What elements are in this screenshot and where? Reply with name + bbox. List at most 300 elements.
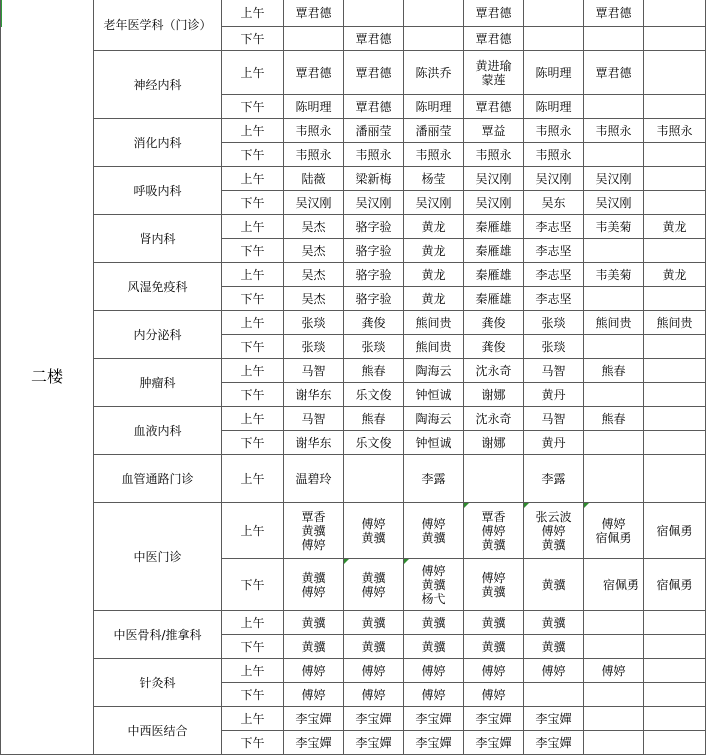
doctor-cell xyxy=(644,287,706,311)
doctor-cell xyxy=(344,167,404,191)
doctor-name: 覃君德 xyxy=(475,6,512,20)
doctor-name: 覃君德 xyxy=(595,65,632,80)
doctor-name: 张琰 xyxy=(301,339,326,354)
doctor-name: 李宝嬋 xyxy=(355,711,392,726)
doctor-name: 陈明理 xyxy=(295,99,332,114)
doctor-name: 傅婷 xyxy=(421,563,446,578)
doctor-cell xyxy=(464,143,524,167)
doctor-cell xyxy=(584,27,644,51)
period-cell: 上午 xyxy=(222,119,284,143)
doctor-cell xyxy=(404,167,464,191)
doctor-cell xyxy=(284,335,344,359)
doctor-cell xyxy=(584,559,644,611)
doctor-cell xyxy=(464,239,524,263)
doctor-cell xyxy=(344,383,404,407)
doctor-name: 黄骥 xyxy=(421,530,446,545)
doctor-cell xyxy=(524,191,584,215)
doctor-cell xyxy=(644,191,706,215)
doctor-name: 黄骥 xyxy=(421,615,446,630)
doctor-cell xyxy=(464,431,524,455)
doctor-name: 傅婷 xyxy=(601,516,626,531)
doctor-name: 黄骥 xyxy=(481,615,506,630)
period-cell: 下午 xyxy=(222,239,284,263)
doctor-name: 覃君德 xyxy=(355,99,392,114)
doctor-cell xyxy=(344,191,404,215)
doctor-cell xyxy=(644,95,706,119)
doctor-cell xyxy=(584,143,644,167)
doctor-name: 张琰 xyxy=(541,339,566,354)
doctor-name: 沈永奇 xyxy=(475,411,512,426)
doctor-name: 覃君德 xyxy=(355,31,392,46)
doctor-cell xyxy=(464,215,524,239)
period-cell: 下午 xyxy=(222,191,284,215)
doctor-cell xyxy=(404,335,464,359)
doctor-cell xyxy=(284,635,344,659)
doctor-name: 傅婷 xyxy=(361,663,386,678)
doctor-cell xyxy=(584,215,644,239)
doctor-cell xyxy=(584,167,644,191)
doctor-name: 杨莹 xyxy=(421,171,446,186)
doctor-cell xyxy=(284,731,344,755)
doctor-name: 黄骥 xyxy=(481,639,506,654)
doctor-cell xyxy=(404,191,464,215)
doctor-cell xyxy=(524,287,584,311)
doctor-cell xyxy=(524,143,584,167)
doctor-name: 傅婷 xyxy=(541,523,566,538)
doctor-name: 吴东 xyxy=(541,195,566,210)
doctor-name: 李露 xyxy=(421,471,446,486)
doctor-cell xyxy=(584,335,644,359)
doctor-name: 熊春 xyxy=(361,411,386,426)
doctor-cell xyxy=(344,359,404,383)
doctor-name: 吴杰 xyxy=(301,291,326,306)
doctor-cell xyxy=(524,167,584,191)
table-row xyxy=(1,611,706,635)
doctor-name: 黄龙 xyxy=(421,219,446,234)
doctor-cell xyxy=(404,359,464,383)
doctor-name: 李宝嬋 xyxy=(475,711,512,726)
doctor-cell xyxy=(644,335,706,359)
doctor-name: 黄骥 xyxy=(541,537,566,552)
doctor-name: 韦照永 xyxy=(355,147,392,162)
department-name: 血液内科 xyxy=(94,407,222,455)
department-name: 针灸科 xyxy=(94,659,222,707)
table-row xyxy=(1,659,706,683)
doctor-name: 宿佩勇 xyxy=(602,577,639,592)
period-cell: 上午 xyxy=(222,455,284,503)
doctor-cell xyxy=(644,51,706,95)
doctor-cell xyxy=(284,383,344,407)
doctor-cell xyxy=(284,215,344,239)
doctor-name: 陶海云 xyxy=(415,411,452,426)
doctor-name: 韦美菊 xyxy=(595,267,632,282)
table-row xyxy=(1,311,706,335)
cell-comment-marker xyxy=(464,503,469,508)
doctor-cell xyxy=(524,51,584,95)
doctor-cell xyxy=(284,95,344,119)
doctor-name: 傅婷 xyxy=(301,687,326,702)
doctor-cell xyxy=(644,167,706,191)
doctor-name: 韦照永 xyxy=(415,147,452,162)
doctor-cell xyxy=(344,239,404,263)
doctor-cell xyxy=(644,503,706,559)
table-row xyxy=(1,359,706,383)
doctor-cell xyxy=(644,559,706,611)
doctor-name: 熊间贵 xyxy=(415,339,452,354)
department-name: 中医门诊 xyxy=(94,503,222,611)
table-row xyxy=(1,0,706,27)
department-name: 神经内科 xyxy=(94,51,222,119)
doctor-name: 黄骥 xyxy=(541,615,566,630)
doctor-cell xyxy=(584,95,644,119)
doctor-name: 吴汉刚 xyxy=(355,195,392,210)
doctor-cell xyxy=(524,311,584,335)
doctor-name: 黄骥 xyxy=(541,577,566,592)
doctor-name: 韦照永 xyxy=(595,123,632,138)
cell-comment-marker xyxy=(344,559,349,564)
doctor-name: 吴汉刚 xyxy=(595,195,632,210)
doctor-cell xyxy=(584,431,644,455)
doctor-cell xyxy=(524,635,584,659)
doctor-name: 韦照永 xyxy=(535,123,572,138)
doctor-name: 李宝嬋 xyxy=(415,711,452,726)
doctor-cell xyxy=(464,27,524,51)
doctor-name: 吴杰 xyxy=(301,267,326,282)
doctor-name: 熊春 xyxy=(601,363,626,378)
doctor-name: 马智 xyxy=(541,363,566,378)
doctor-name: 潘丽莹 xyxy=(355,123,392,138)
doctor-name: 秦雁雄 xyxy=(475,267,512,282)
doctor-cell xyxy=(584,707,644,731)
doctor-cell xyxy=(464,191,524,215)
period-cell: 下午 xyxy=(222,95,284,119)
doctor-name: 韦照永 xyxy=(475,147,512,162)
doctor-cell xyxy=(344,51,404,95)
doctor-cell xyxy=(344,27,404,51)
doctor-cell xyxy=(284,143,344,167)
doctor-cell xyxy=(344,431,404,455)
schedule-body xyxy=(1,0,706,755)
table-row xyxy=(1,455,706,503)
doctor-name: 李宝嬋 xyxy=(475,735,512,750)
doctor-cell xyxy=(524,27,584,51)
department-name: 血管通路门诊 xyxy=(94,455,222,503)
doctor-cell xyxy=(404,287,464,311)
doctor-name: 骆字验 xyxy=(355,243,392,258)
doctor-name: 覃君德 xyxy=(595,6,632,20)
doctor-cell xyxy=(284,359,344,383)
doctor-cell xyxy=(464,51,524,95)
doctor-cell xyxy=(524,559,584,611)
table-row xyxy=(1,51,706,95)
doctor-name: 傅婷 xyxy=(421,516,446,531)
doctor-name: 杨弋 xyxy=(421,591,446,606)
doctor-cell xyxy=(284,27,344,51)
doctor-name: 陈明理 xyxy=(415,99,452,114)
period-cell: 上午 xyxy=(222,215,284,239)
doctor-cell xyxy=(344,683,404,707)
table-row xyxy=(1,167,706,191)
doctor-cell xyxy=(284,559,344,611)
doctor-cell xyxy=(344,731,404,755)
doctor-cell xyxy=(284,431,344,455)
doctor-cell xyxy=(524,611,584,635)
doctor-cell xyxy=(464,311,524,335)
department-name: 肾内科 xyxy=(94,215,222,263)
doctor-name: 李志坚 xyxy=(535,243,572,258)
doctor-cell xyxy=(464,635,524,659)
doctor-cell xyxy=(524,119,584,143)
doctor-name: 谢华东 xyxy=(295,387,332,402)
table-row xyxy=(1,119,706,143)
doctor-cell xyxy=(584,311,644,335)
cell-comment-marker xyxy=(584,503,589,508)
doctor-cell xyxy=(404,311,464,335)
doctor-cell xyxy=(404,383,464,407)
table-row xyxy=(1,263,706,287)
doctor-cell xyxy=(464,263,524,287)
doctor-name: 傅婷 xyxy=(601,663,626,678)
doctor-cell xyxy=(524,659,584,683)
period-cell: 下午 xyxy=(222,287,284,311)
period-cell: 上午 xyxy=(222,311,284,335)
doctor-cell xyxy=(524,239,584,263)
doctor-cell xyxy=(404,731,464,755)
doctor-name: 覃君德 xyxy=(295,65,332,80)
doctor-name: 乐文俊 xyxy=(355,435,392,450)
doctor-cell xyxy=(644,143,706,167)
doctor-cell xyxy=(584,455,644,503)
department-name: 消化内科 xyxy=(94,119,222,167)
doctor-cell xyxy=(344,215,404,239)
doctor-name: 骆字验 xyxy=(355,291,392,306)
doctor-name: 覃君德 xyxy=(475,31,512,46)
doctor-name: 黄骥 xyxy=(481,537,506,552)
doctor-cell xyxy=(344,311,404,335)
doctor-name: 李志坚 xyxy=(535,219,572,234)
doctor-cell xyxy=(644,383,706,407)
doctor-cell xyxy=(344,635,404,659)
doctor-name: 熊春 xyxy=(601,411,626,426)
doctor-cell xyxy=(644,27,706,51)
doctor-cell xyxy=(344,335,404,359)
doctor-name: 张琰 xyxy=(361,339,386,354)
period-cell: 下午 xyxy=(222,431,284,455)
doctor-name: 韦照永 xyxy=(295,123,332,138)
doctor-cell xyxy=(524,503,584,559)
doctor-name: 傅婷 xyxy=(481,687,506,702)
doctor-cell xyxy=(644,119,706,143)
doctor-name: 蒙莲 xyxy=(481,72,506,87)
doctor-cell xyxy=(284,707,344,731)
doctor-name: 吴汉刚 xyxy=(475,171,512,186)
doctor-name: 张琰 xyxy=(541,315,566,330)
doctor-name: 马智 xyxy=(301,411,326,426)
doctor-name: 傅婷 xyxy=(421,663,446,678)
doctor-name: 黄龙 xyxy=(421,243,446,258)
doctor-name: 张云波 xyxy=(535,509,572,524)
doctor-cell xyxy=(644,431,706,455)
doctor-cell xyxy=(404,215,464,239)
doctor-cell xyxy=(284,455,344,503)
doctor-name: 黄龙 xyxy=(421,291,446,306)
doctor-name: 傅婷 xyxy=(481,570,506,585)
doctor-name: 钟恒诚 xyxy=(415,387,452,402)
doctor-name: 覃益 xyxy=(481,123,506,138)
doctor-name: 覃君德 xyxy=(475,99,512,114)
period-cell: 下午 xyxy=(222,635,284,659)
doctor-name: 陈明理 xyxy=(535,99,572,114)
department-name: 呼吸内科 xyxy=(94,167,222,215)
doctor-cell xyxy=(404,239,464,263)
doctor-name: 覃君德 xyxy=(355,65,392,80)
doctor-name: 吴杰 xyxy=(301,219,326,234)
department-name: 内分泌科 xyxy=(94,311,222,359)
period-cell: 上午 xyxy=(222,51,284,95)
doctor-cell xyxy=(464,383,524,407)
doctor-cell xyxy=(584,383,644,407)
doctor-cell xyxy=(344,407,404,431)
doctor-cell xyxy=(404,143,464,167)
period-cell: 上午 xyxy=(222,263,284,287)
doctor-name: 傅婷 xyxy=(301,537,326,552)
period-cell: 下午 xyxy=(222,27,284,51)
department-name: 中医骨科/推拿科 xyxy=(94,611,222,659)
doctor-cell xyxy=(584,659,644,683)
doctor-cell xyxy=(464,503,524,559)
doctor-cell xyxy=(584,191,644,215)
doctor-cell xyxy=(344,0,404,27)
period-cell: 下午 xyxy=(222,559,284,611)
doctor-cell xyxy=(464,95,524,119)
doctor-cell xyxy=(284,311,344,335)
doctor-cell xyxy=(404,455,464,503)
doctor-name: 黄龙 xyxy=(662,219,687,234)
doctor-cell xyxy=(404,611,464,635)
doctor-cell xyxy=(464,407,524,431)
doctor-cell xyxy=(404,95,464,119)
doctor-name: 陈洪乔 xyxy=(415,65,452,80)
doctor-name: 吴汉刚 xyxy=(415,195,452,210)
doctor-name: 张琰 xyxy=(301,315,326,330)
doctor-name: 傅婷 xyxy=(301,584,326,599)
doctor-name: 傅婷 xyxy=(361,584,386,599)
doctor-cell xyxy=(524,215,584,239)
doctor-cell xyxy=(344,707,404,731)
doctor-name: 傅婷 xyxy=(301,663,326,678)
doctor-cell xyxy=(284,407,344,431)
doctor-name: 黄骥 xyxy=(301,615,326,630)
doctor-cell xyxy=(524,0,584,27)
doctor-name: 黄丹 xyxy=(541,435,566,450)
doctor-name: 骆字验 xyxy=(355,267,392,282)
doctor-cell xyxy=(524,731,584,755)
doctor-cell xyxy=(344,143,404,167)
doctor-cell xyxy=(644,215,706,239)
doctor-name: 宿佩勇 xyxy=(656,577,693,592)
doctor-name: 谢华东 xyxy=(295,435,332,450)
doctor-cell xyxy=(284,611,344,635)
doctor-cell xyxy=(344,559,404,611)
doctor-cell xyxy=(284,51,344,95)
doctor-name: 黄骥 xyxy=(361,570,386,585)
doctor-name: 宿佩勇 xyxy=(595,530,632,545)
department-name: 风湿免疫科 xyxy=(94,263,222,311)
doctor-cell xyxy=(644,659,706,683)
doctor-cell xyxy=(404,659,464,683)
doctor-cell xyxy=(464,611,524,635)
doctor-name: 黄龙 xyxy=(421,267,446,282)
doctor-name: 龚俊 xyxy=(481,315,506,330)
period-cell: 上午 xyxy=(222,0,284,27)
doctor-name: 温碧玲 xyxy=(295,471,332,486)
doctor-name: 陆薇 xyxy=(301,171,326,186)
doctor-name: 乐文俊 xyxy=(355,387,392,402)
doctor-cell xyxy=(284,503,344,559)
doctor-name: 马智 xyxy=(541,411,566,426)
doctor-cell xyxy=(644,239,706,263)
doctor-cell xyxy=(584,359,644,383)
doctor-cell xyxy=(524,407,584,431)
doctor-cell xyxy=(524,683,584,707)
doctor-cell xyxy=(584,239,644,263)
doctor-name: 龚俊 xyxy=(481,339,506,354)
doctor-cell xyxy=(464,0,524,27)
doctor-cell xyxy=(404,707,464,731)
doctor-cell xyxy=(344,611,404,635)
doctor-cell xyxy=(464,119,524,143)
doctor-cell xyxy=(344,119,404,143)
doctor-name: 陶海云 xyxy=(415,363,452,378)
doctor-name: 钟恒诚 xyxy=(415,435,452,450)
doctor-cell xyxy=(584,611,644,635)
doctor-cell xyxy=(344,503,404,559)
doctor-name: 韦照永 xyxy=(295,147,332,162)
doctor-name: 韦照永 xyxy=(535,147,572,162)
doctor-name: 覃君德 xyxy=(295,6,332,20)
period-cell: 上午 xyxy=(222,611,284,635)
department-name: 肿瘤科 xyxy=(94,359,222,407)
doctor-cell xyxy=(404,51,464,95)
doctor-cell xyxy=(524,263,584,287)
period-cell: 下午 xyxy=(222,383,284,407)
doctor-cell xyxy=(644,407,706,431)
doctor-cell xyxy=(524,431,584,455)
doctor-cell xyxy=(644,731,706,755)
doctor-cell xyxy=(584,635,644,659)
doctor-name: 黄骥 xyxy=(421,577,446,592)
doctor-name: 秦雁雄 xyxy=(475,219,512,234)
doctor-name: 黄骥 xyxy=(301,523,326,538)
doctor-cell xyxy=(404,263,464,287)
doctor-cell xyxy=(524,383,584,407)
table-row xyxy=(1,215,706,239)
doctor-name: 龚俊 xyxy=(361,315,386,330)
doctor-name: 傅婷 xyxy=(541,663,566,678)
doctor-name: 马智 xyxy=(301,363,326,378)
doctor-name: 黄骥 xyxy=(541,639,566,654)
doctor-cell xyxy=(464,455,524,503)
period-cell: 下午 xyxy=(222,143,284,167)
doctor-name: 黄骥 xyxy=(361,530,386,545)
doctor-cell xyxy=(584,683,644,707)
doctor-name: 黄骥 xyxy=(301,570,326,585)
doctor-cell xyxy=(464,659,524,683)
doctor-cell xyxy=(404,407,464,431)
doctor-cell xyxy=(584,287,644,311)
period-cell: 下午 xyxy=(222,731,284,755)
floor-label: 二楼 xyxy=(1,0,94,755)
